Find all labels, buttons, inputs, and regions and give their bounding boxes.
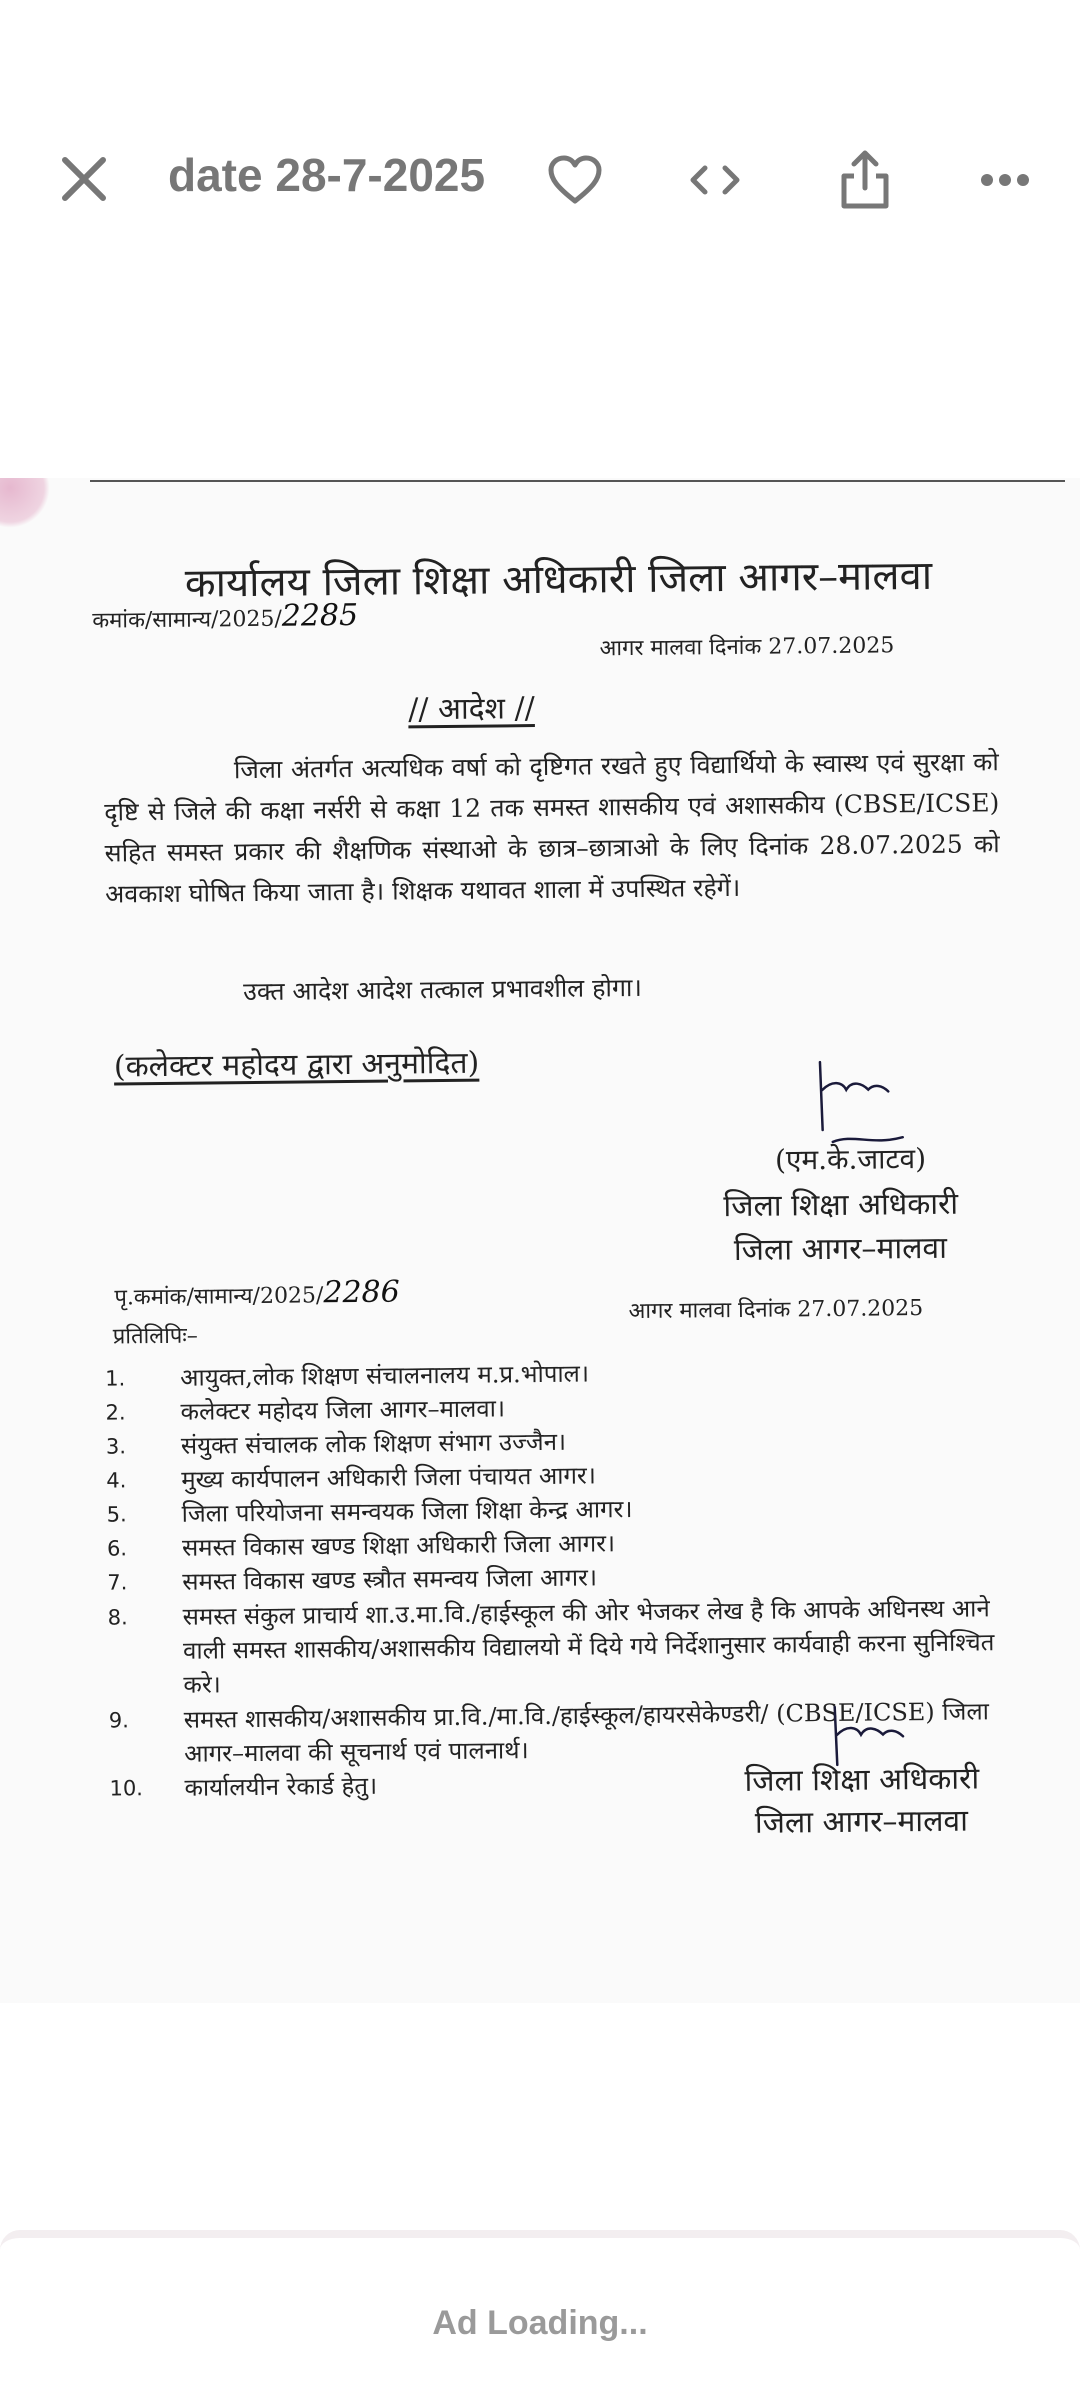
share-icon xyxy=(840,150,890,210)
share-button[interactable] xyxy=(830,140,900,220)
signatory-designation: जिला शिक्षा अधिकारी xyxy=(723,1186,959,1225)
copy-item-text: समस्त विकास खण्ड शिक्षा अधिकारी जिला आगर। xyxy=(181,1529,616,1562)
close-icon xyxy=(60,155,108,203)
copy-item-text: संयुक्त संचालक लोक शिक्षण संभाग उज्जैन। xyxy=(180,1427,567,1460)
copy-item-text: कार्यालयीन रेकार्ड हेतु। xyxy=(184,1771,378,1802)
footer-district: जिला आगर–मालवा xyxy=(754,1803,969,1841)
order-body: जिला अंतर्गत अत्यधिक वर्षा को दृष्टिगत रखते हुए विद्यार्थियो के स्वास्थ एवं सुरक्षा को दृष्टि से जिले की कक्षा नर्सरी से कक्षा 12 तक समस्त शासकीय एवं अशासकीय (CBSE/ICSE) सहित समस्त प्रकार की शैक्षणिक संस्थाओ के छात्र–छात्राओ के लिए दिनांक 28.07.2025 को अवकाश घोषित किया जाता है। शिक्षक यथावत शाला में उपस्थित रहेगें। xyxy=(104,747,1000,909)
place-date: आगर मालवा दिनांक 27.07.2025 xyxy=(599,633,895,662)
copy-item-number: 8. xyxy=(107,1605,128,1630)
copy-item-number: 6. xyxy=(106,1536,128,1561)
copy-item-number: 3. xyxy=(105,1434,127,1459)
more-options-button[interactable] xyxy=(970,145,1040,215)
footer-designation: जिला शिक्षा अधिकारी xyxy=(744,1761,980,1799)
reference-line-2 xyxy=(114,1274,400,1312)
reference-prefix: कमांक/सामान्य/2025/ xyxy=(92,606,282,634)
effect-line: उक्त आदेश आदेश तत्काल प्रभावशील होगा। xyxy=(243,972,643,1007)
copy-item-number: 5. xyxy=(106,1502,127,1527)
copy-item-text: जिला परियोजना समन्वयक जिला शिक्षा केन्द्र आगर। xyxy=(181,1495,633,1528)
reference-number-2: 2286 xyxy=(323,1274,400,1311)
copy-item-text: कलेक्टर महोदय जिला आगर–मालवा। xyxy=(180,1394,506,1426)
copy-item-number: 4. xyxy=(106,1468,127,1493)
copy-item-number: 2. xyxy=(105,1400,126,1425)
document-image[interactable] xyxy=(0,478,1080,2003)
code-icon xyxy=(687,160,743,200)
ad-banner[interactable] xyxy=(0,2230,1080,2400)
copy-item-number: 1. xyxy=(105,1366,126,1391)
reference-line xyxy=(92,598,358,636)
reference-prefix-2: पृ.कमांक/सामान्य/2025/ xyxy=(114,1283,324,1311)
signatory-name: (एम.के.जाटव) xyxy=(774,1141,927,1177)
copy-item-number: 7. xyxy=(107,1570,128,1595)
copy-item-text: समस्त विकास खण्ड स्त्रौत समन्वय जिला आगर। xyxy=(182,1563,598,1596)
ad-loading-text: Ad Loading... xyxy=(432,2303,648,2342)
order-heading: // आदेश // xyxy=(408,691,535,728)
copy-item xyxy=(108,1591,1029,1703)
close-button[interactable] xyxy=(50,145,118,213)
copy-item-text: समस्त संकुल प्राचार्य शा.उ.मा.वि./हाईस्कूल की ओर भेजकर लेख है कि आपके अधिनस्थ आने वाली समस्त शासकीय/अशासकीय विद्यालयो में दिये गये निर्देशानुसार कार्यवाही करना सुनिश्चित करे। xyxy=(182,1594,995,1699)
place-date-2: आगर मालवा दिनांक 27.07.2025 xyxy=(628,1296,924,1325)
signature-mark xyxy=(812,1059,913,1150)
document-title: date 28-7-2025 xyxy=(168,149,486,201)
favorite-button[interactable] xyxy=(540,145,610,215)
copy-item-number: 10. xyxy=(109,1776,144,1801)
heart-icon xyxy=(547,155,603,205)
copy-item-text: समस्त शासकीय/अशासकीय प्रा.वि./मा.वि./हाईस्कूल/हायरसेकेण्डरी/ (CBSE/ICSE) जिला आगर–मालवा की सूचनार्थ एवं पालनार्थ। xyxy=(183,1697,990,1768)
office-title: कार्यालय जिला शिक्षा अधिकारी जिला आगर–मालवा xyxy=(184,552,933,607)
document-content xyxy=(0,478,1080,2003)
copy-item-text: मुख्य कार्यपालन अधिकारी जिला पंचायत आगर। xyxy=(181,1461,597,1494)
viewer-toolbar xyxy=(0,100,1080,260)
signatory-district: जिला आगर–मालवा xyxy=(733,1230,948,1268)
embed-button[interactable] xyxy=(680,145,750,215)
copy-label: प्रतिलिपिः– xyxy=(112,1323,198,1350)
more-icon xyxy=(980,173,1030,187)
reference-number: 2285 xyxy=(281,597,359,634)
copy-item-text: आयुक्त,लोक शिक्षण संचालनालय म.प्र.भोपाल। xyxy=(180,1359,590,1392)
copy-item-number: 9. xyxy=(108,1708,129,1733)
approval-note: (कलेक्टर महोदय द्वारा अनुमोदित) xyxy=(113,1045,480,1085)
